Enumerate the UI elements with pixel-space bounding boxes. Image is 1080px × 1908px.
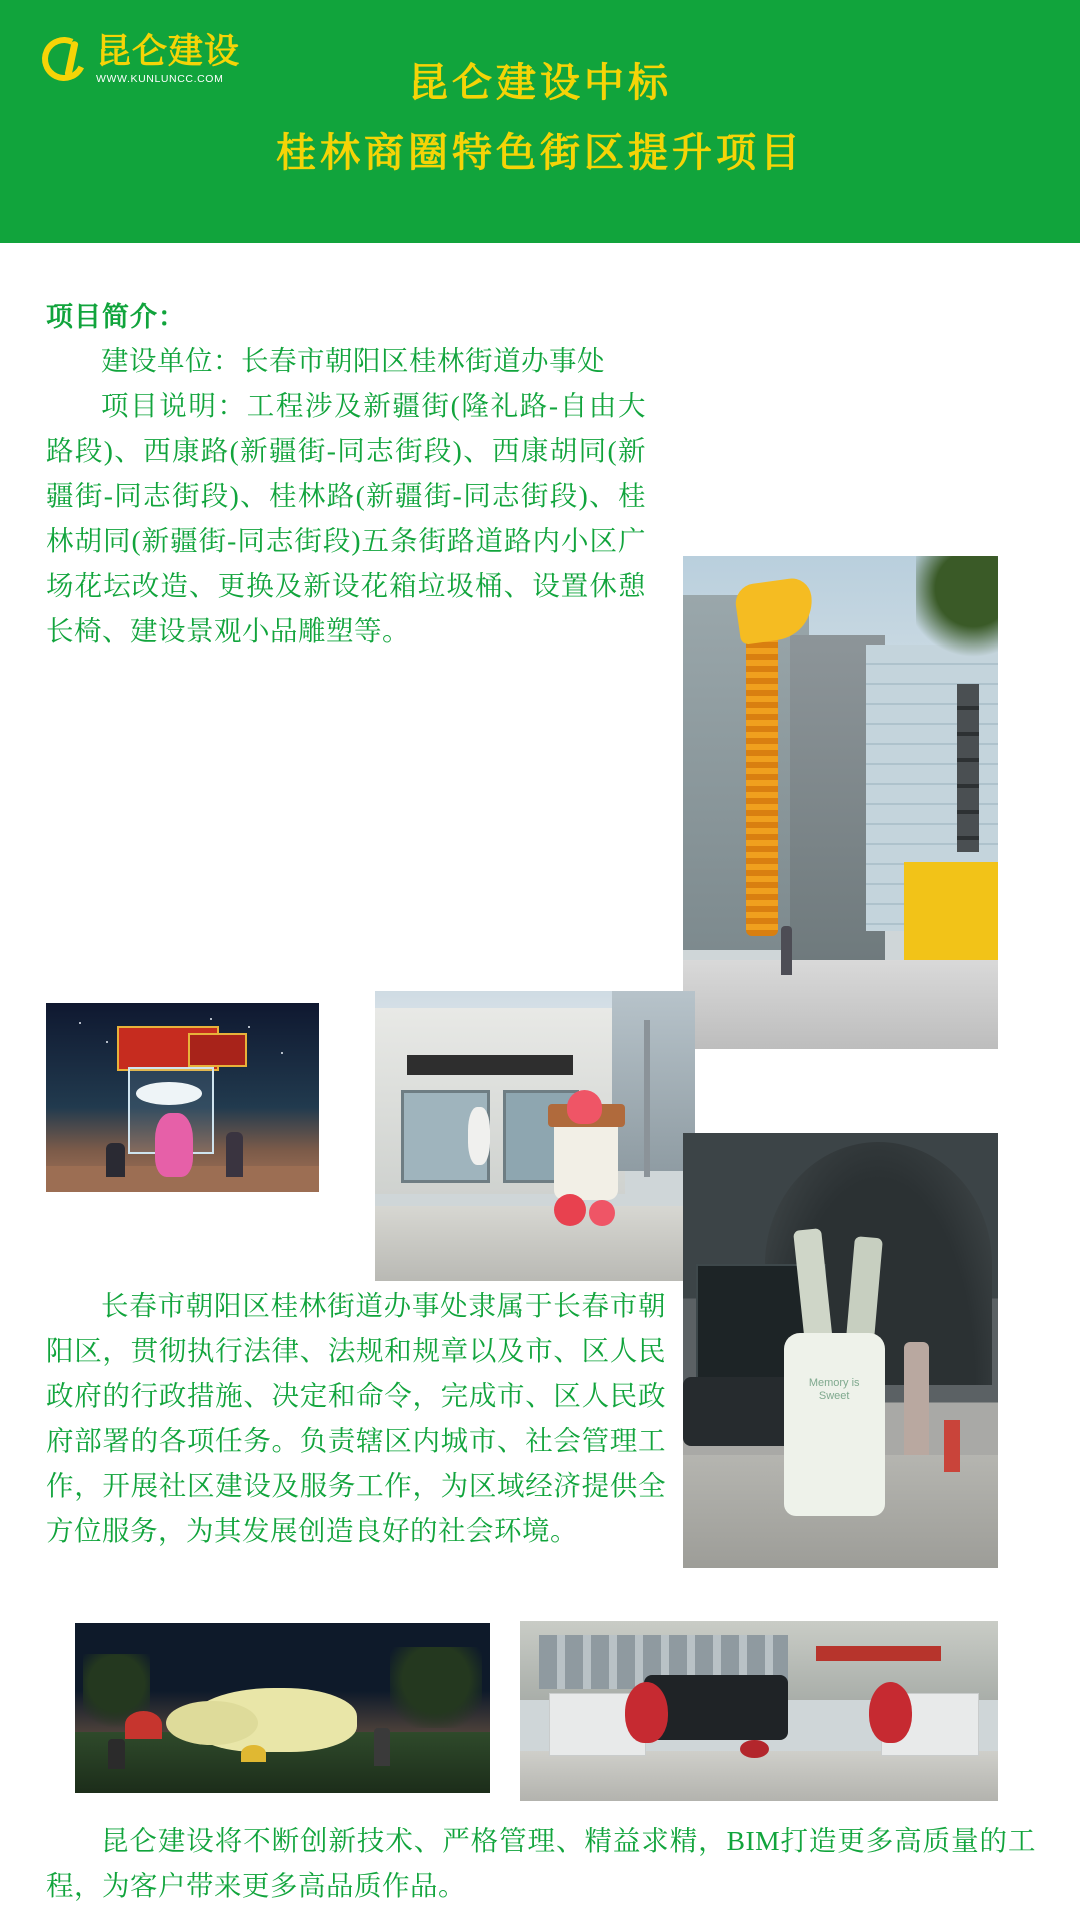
section-title-project-intro: 项目简介： (46, 302, 186, 332)
photo-strawberry-planters (520, 1621, 998, 1801)
closing-statement-block (46, 1818, 1036, 1908)
photo-dinosaur-park (75, 1623, 490, 1793)
project-intro-block (46, 338, 646, 653)
photo-night-lantern (46, 1003, 319, 1192)
page-title (0, 56, 1080, 180)
org-description-paragraph: 长春市朝阳区桂林街道办事处隶属于长春市朝阳区，贯彻执行法律、法规和规章以及市、区人民政府的行政措施、决定和命令，完成市、区人民政府部署的各项任务。负责辖区内城市、社会管理工作，开展社区建设及服务工作，为区域经济提供全方位服务，为其发展创造良好的社会环境。 (46, 1290, 666, 1546)
page-body (0, 243, 1080, 1901)
photo-icecream-sculpture (683, 1133, 998, 1568)
closing-paragraph: 昆仑建设将不断创新技术、严格管理、精益求精，BIM打造更多高质量的工程，为客户带来更多高品质作品。 (46, 1825, 1036, 1901)
page-header (0, 0, 1080, 243)
intro-description-paragraph: 项目说明：工程涉及新疆街(隆礼路-自由大路段)、西康路(新疆街-同志街段)、西康胡同(新疆街-同志街段)、桂林路(新疆街-同志街段)、桂林胡同(新疆街-同志街段)五条街路道路内小区广场花坛改造、更换及新设花箱垃圾桶、设置休憩长椅、建设景观小品雕塑等。 (46, 390, 646, 646)
page-title-line2: 桂林商圈特色街区提升项目 (276, 131, 804, 175)
photo-street-sculpture (683, 556, 998, 1049)
organization-description-block (46, 1283, 666, 1553)
icecream-sculpture-text: Memory is Sweet (808, 1376, 860, 1402)
logo-company-name: 昆仑建设 (96, 32, 241, 71)
logo-website-url: WWW.KUNLUNCC.COM (96, 73, 224, 85)
page-title-line1: 昆仑建设中标 (408, 61, 672, 105)
photo-starbucks-storefront (375, 991, 695, 1281)
intro-owner-paragraph: 建设单位：长春市朝阳区桂林街道办事处 (101, 345, 605, 376)
